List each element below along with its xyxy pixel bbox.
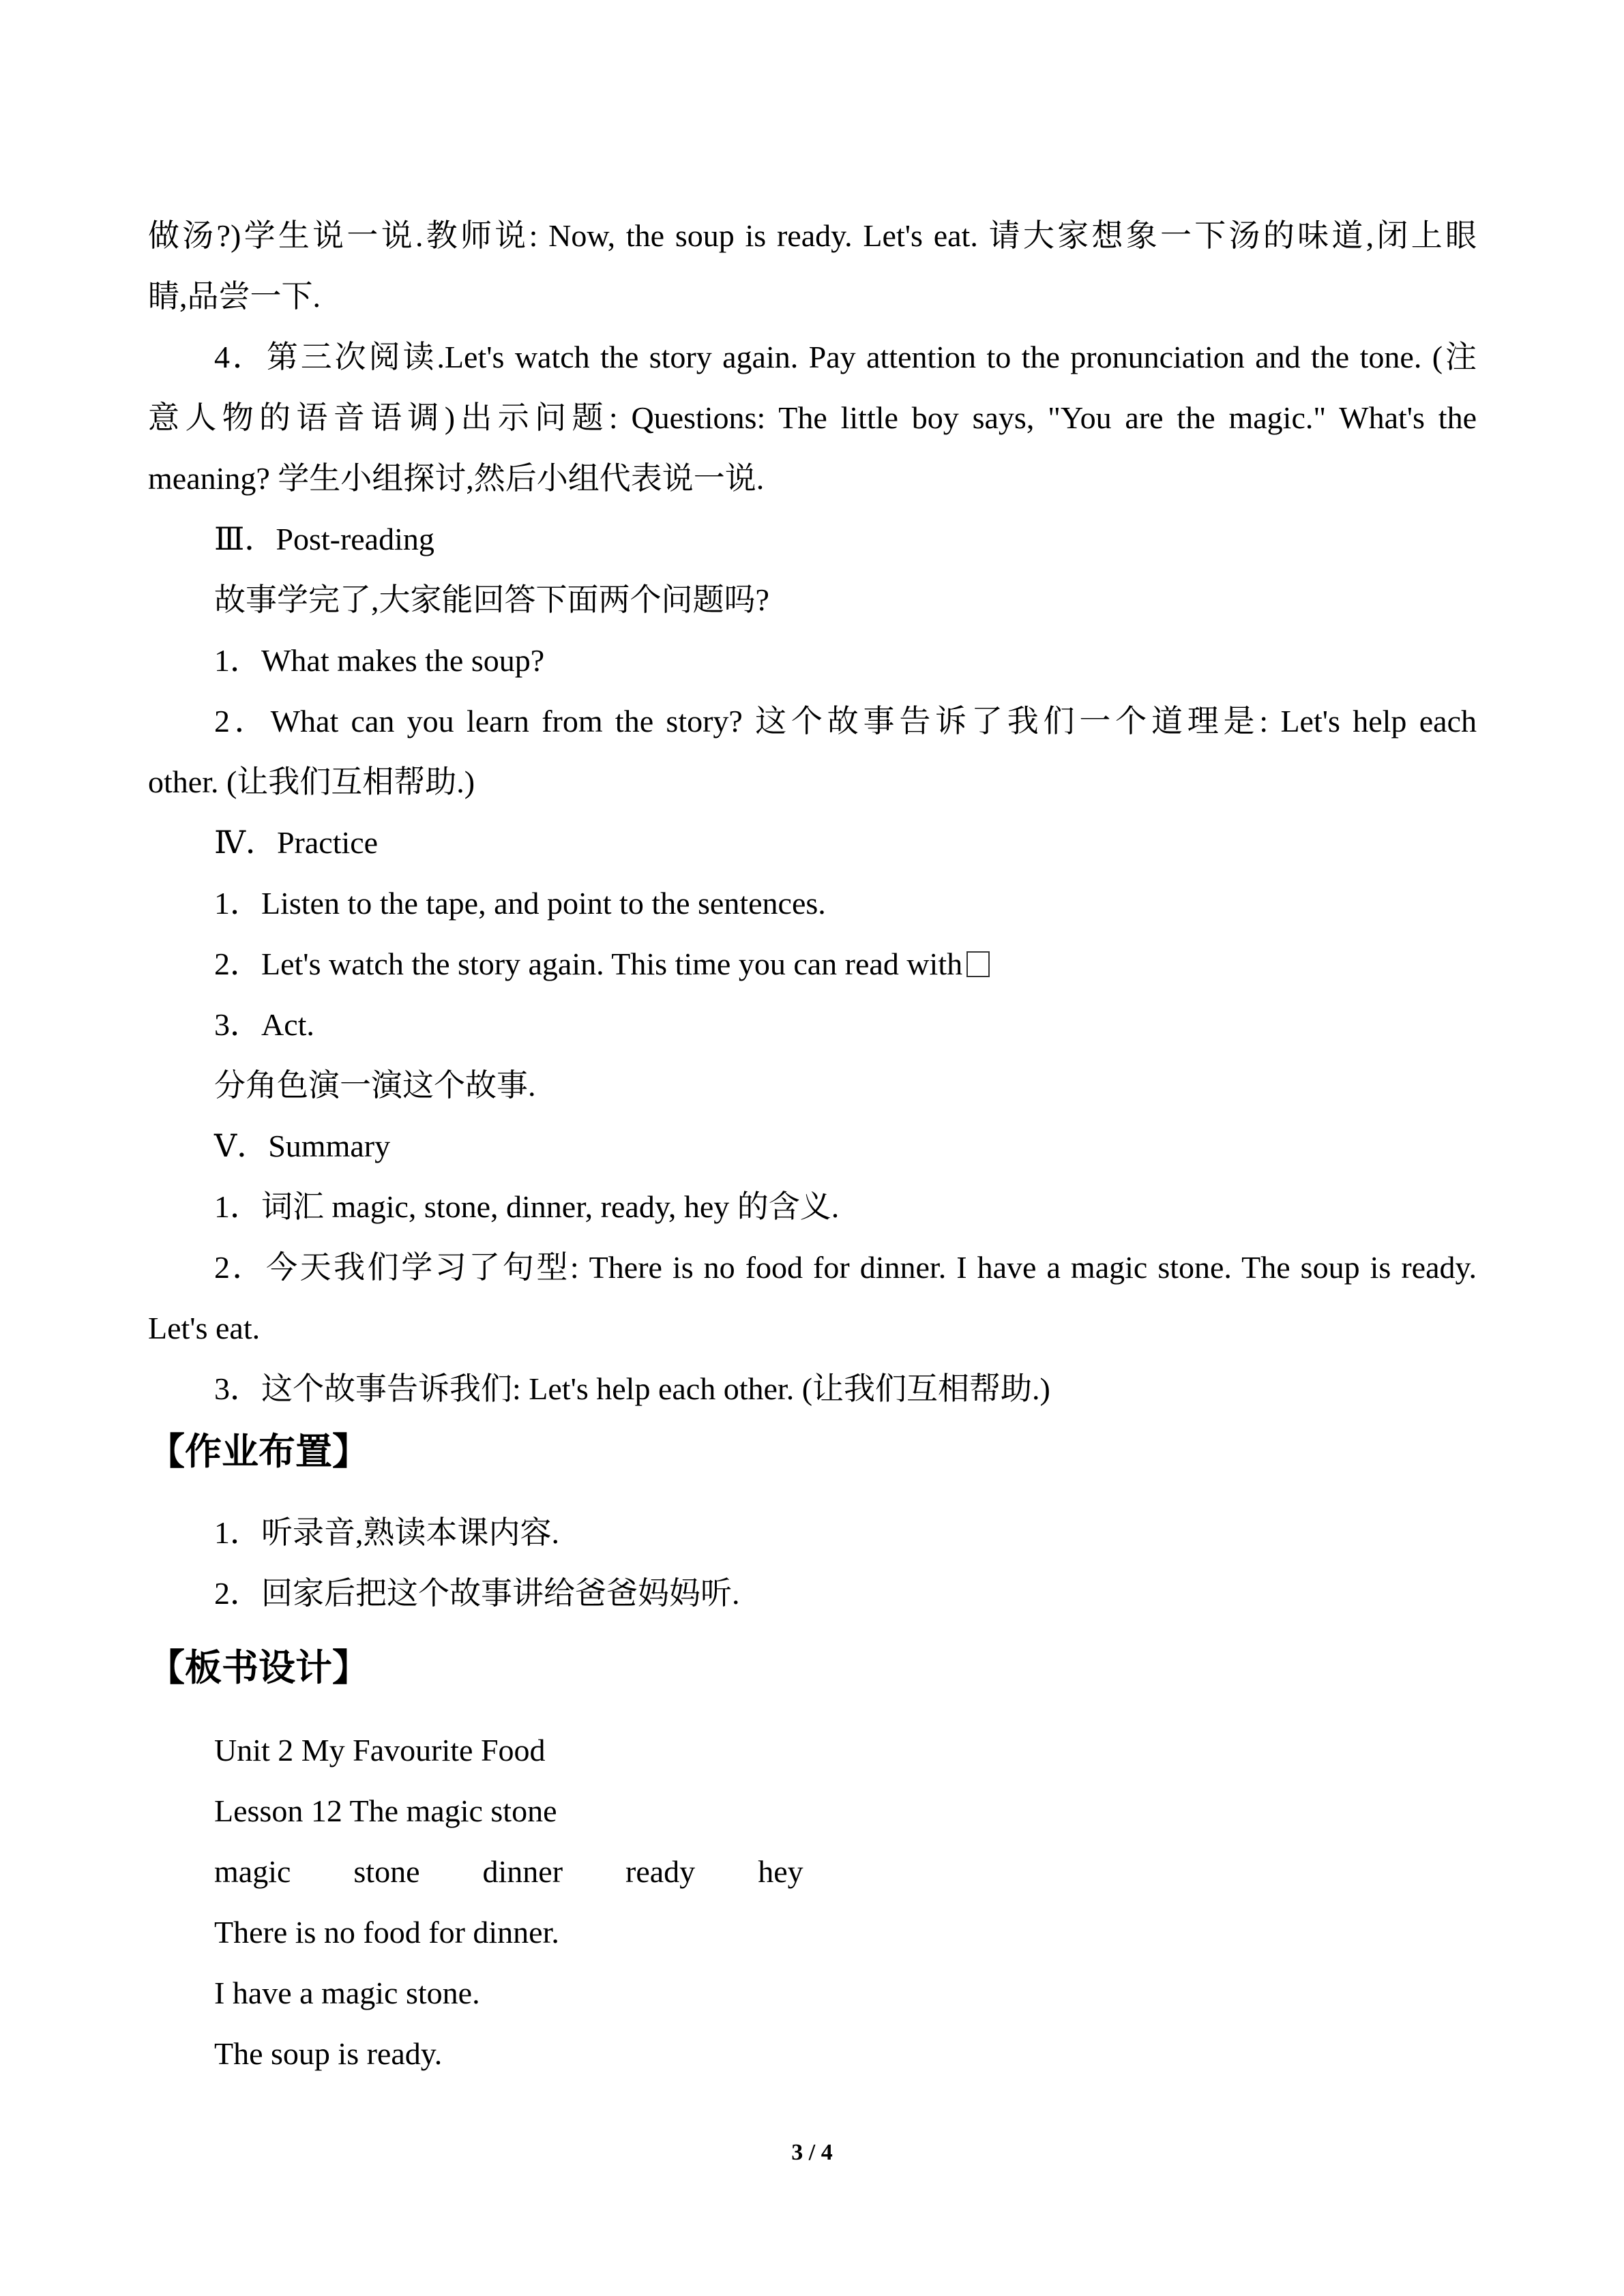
list-item: 2．今天我们学习了句型: There is no food for dinner. I have a magic stone. The soup is ready.	[214, 1250, 1477, 1285]
paragraph-line: 做汤?)学生说一说.教师说: Now, the soup is ready. Let's eat. 请大家想象一下汤的味道,闭上眼	[148, 218, 1477, 253]
list-item: 1．Listen to the tape, and point to the sentences.	[214, 886, 826, 921]
paragraph-line: Let's eat.	[148, 1311, 261, 1345]
missing-glyph-box	[966, 951, 990, 977]
list-item: 2．What can you learn from the story? 这个故事告诉了我们一个道理是: Let's help each	[214, 704, 1477, 739]
paragraph-line: meaning? 学生小组探讨,然后小组代表说一说.	[148, 461, 765, 496]
page-number: 3 / 4	[791, 2140, 833, 2165]
homework-heading: 【作业布置】	[148, 1430, 369, 1473]
list-item: 1．词汇 magic, stone, dinner, ready, hey 的含义.	[214, 1189, 840, 1224]
board-word: hey	[758, 1854, 803, 1889]
list-item: 1．What makes the soup?	[214, 643, 545, 678]
list-item	[214, 944, 1477, 985]
board-sentence: I have a magic stone.	[214, 1976, 480, 2010]
board-design-heading: 【板书设计】	[148, 1646, 369, 1689]
paragraph-line: 4．第三次阅读.Let's watch the story again. Pay attention to the pronunciation and the tone. (注	[214, 340, 1477, 374]
paragraph-line: 睛,品尝一下.	[148, 279, 321, 314]
section-title-summary: Ⅴ．Summary	[214, 1129, 391, 1163]
board-word: ready	[625, 1854, 696, 1889]
list-item: 3．Act.	[214, 1007, 314, 1042]
paragraph-line: 分角色演一演这个故事.	[214, 1068, 536, 1103]
section-title-post-reading: Ⅲ．Post-reading	[214, 522, 434, 556]
list-item: 1．听录音,熟读本课内容.	[214, 1515, 559, 1550]
paragraph-line: other. (让我们互相帮助.)	[148, 764, 475, 799]
board-lesson: Lesson 12 The magic stone	[214, 1793, 557, 1828]
paragraph-line: 故事学完了,大家能回答下面两个问题吗?	[214, 582, 769, 617]
board-unit: Unit 2 My Favourite Food	[214, 1733, 546, 1768]
board-words	[214, 1851, 1477, 1892]
section-title-practice: Ⅳ．Practice	[214, 825, 379, 860]
board-word: stone	[353, 1854, 420, 1889]
board-sentence: There is no food for dinner.	[214, 1915, 559, 1950]
list-item-text: 2．Let's watch the story again. This time you can read with	[214, 946, 963, 981]
board-word: dinner	[482, 1854, 563, 1889]
list-item: 2．回家后把这个故事讲给爸爸妈妈听.	[214, 1576, 740, 1611]
board-sentence: The soup is ready.	[214, 2036, 443, 2071]
list-item: 3．这个故事告诉我们: Let's help each other. (让我们互相帮助.)	[214, 1371, 1050, 1406]
board-word: magic	[214, 1854, 291, 1889]
paragraph-line: 意人物的语音语调)出示问题: Questions: The little boy says, "You are the magic." What's the	[148, 400, 1477, 435]
